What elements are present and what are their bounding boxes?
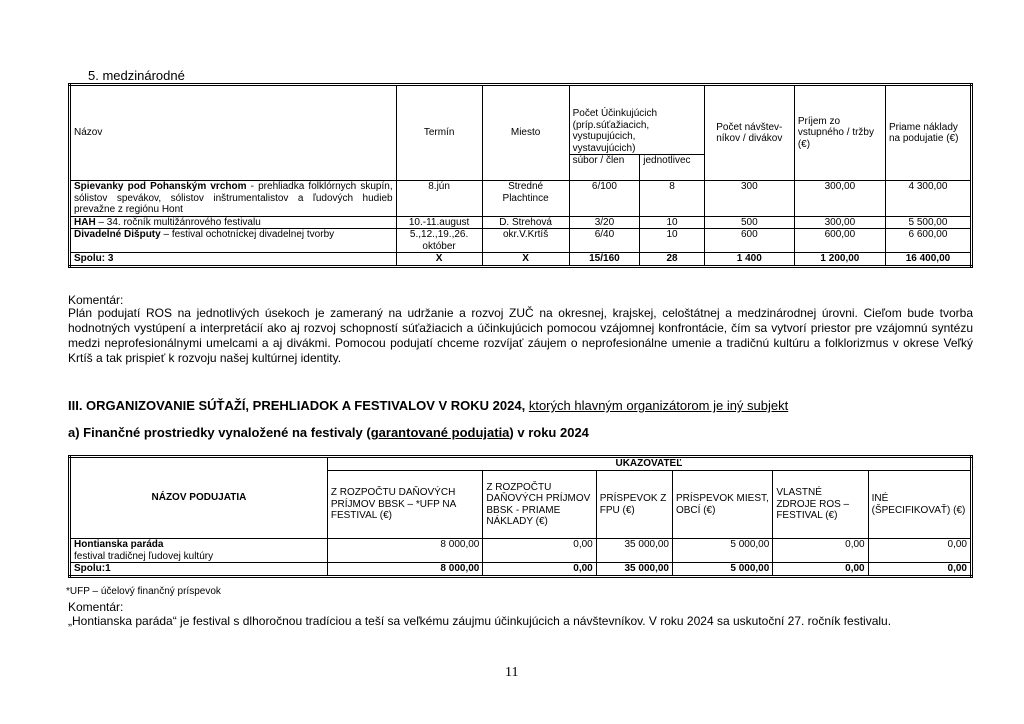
comment-label: Komentár: — [68, 600, 124, 614]
header-naklady: Priame náklady na podujatie (€) — [885, 85, 971, 181]
cell-subor: 3/20 — [569, 216, 640, 229]
cell-miesto: D. Strehová — [482, 216, 569, 229]
section-a-heading — [68, 425, 589, 440]
header-miesto: Miesto — [482, 85, 569, 181]
cell-prijem: 600,00 — [794, 229, 885, 253]
header-col6: INÉ (ŠPECIFIKOVAŤ) (€) — [868, 471, 971, 539]
event-name: Divadelné Dišputy — [74, 229, 161, 240]
cell-v6: 0,00 — [868, 539, 971, 563]
cell-jednotlivec: 10 — [640, 229, 705, 253]
event-desc: - prehliadka folklórnych skupín, sólistov spevákov, sólistov inštrumentalistov a ľudových hudieb prevažne z regiónu Hont — [74, 181, 393, 215]
total-v5: 0,00 — [773, 563, 868, 577]
cell-jednotlivec: 10 — [640, 216, 705, 229]
section-3-title: III. ORGANIZOVANIE SÚŤAŽÍ, PREHLIADOK A FESTIVALOV V ROKU 2024, — [68, 398, 526, 413]
event-name: Spievanky pod Pohanským vrchom — [74, 181, 247, 192]
total-v2: 0,00 — [483, 563, 596, 577]
cell-miesto: Stredné Plachtince — [482, 181, 569, 217]
cell-v2: 0,00 — [483, 539, 596, 563]
cell-prijem: 300,00 — [794, 216, 885, 229]
section-5-heading: 5. medzinárodné — [88, 68, 185, 83]
event-desc: – 34. ročník multižánrového festivalu — [95, 216, 261, 228]
total-label: Spolu:1 — [70, 563, 328, 577]
table-row — [70, 216, 972, 229]
event-name: Hontianska paráda — [74, 539, 164, 550]
cell-prijem: 300,00 — [794, 181, 885, 217]
header-col4: PRÍSPEVOK MIEST, OBCÍ (€) — [672, 471, 772, 539]
cell-subor: 6/40 — [569, 229, 640, 253]
comment-label: Komentár: — [68, 293, 124, 307]
section-a-prefix: a) Finančné prostriedky vynaložené na festivaly ( — [68, 425, 371, 440]
cell-naklady: 5 500,00 — [885, 216, 971, 229]
section-a-suffix: ) v roku 2024 — [509, 425, 589, 440]
section-3-heading — [68, 398, 788, 413]
cell-v3: 35 000,00 — [596, 539, 672, 563]
total-row — [70, 563, 972, 577]
total-v1: 8 000,00 — [327, 563, 483, 577]
header-pocet: Počet Účinkujúcich (príp.súťažiacich, vystupujúcich, vystavujúcich) — [569, 85, 704, 155]
cell-naklady: 6 600,00 — [885, 229, 971, 253]
header-col2: Z ROZPOČTU DAŇOVÝCH PRÍJMOV BBSK - PRIAME NÁKLADY (€) — [483, 471, 596, 539]
table-row — [70, 181, 972, 217]
header-ukazovatel: UKAZOVATEĽ — [327, 457, 971, 471]
cell-jednotlivec: 8 — [640, 181, 705, 217]
table-row — [70, 229, 972, 253]
footnote: *UFP – účelový finančný príspevok — [66, 586, 221, 597]
header-jednotlivec: jednotlivec — [640, 155, 705, 181]
total-jednotlivec: 28 — [640, 253, 705, 267]
section-a-underlined: garantované podujatia — [370, 425, 510, 440]
table-row — [70, 539, 972, 563]
header-subor: súbor / člen — [569, 155, 640, 181]
cell-termin: 10.-11.august — [396, 216, 482, 229]
event-desc: – festival ochotníckej divadelnej tvorby — [160, 229, 335, 240]
total-termin: X — [396, 253, 482, 267]
header-col1: Z ROZPOČTU DAŇOVÝCH PRÍJMOV BBSK – *UFP NA FESTIVAL (€) — [327, 471, 483, 539]
header-nazov-podujatia: NÁZOV PODUJATIA — [70, 457, 328, 539]
festival-finance-table — [68, 455, 973, 578]
comment-text: Plán podujatí ROS na jednotlivých úsekoch je zameraný na udržanie a rozvoj ZUČ na okresnej, krajskej, celoštátnej a medzinárodnej úrovni. Cieľom bude tvorba hodnotných vystúpení a interpretácií ako aj rozvoj schopností súťažiacich a účinkujúcich pomocou vzájomnej konfrontácie, čím sa vytvorí priestor pre vzájomnú syntézu medzi neprofesionálnymi umelcami a aj divákmi. Pomocou podujatí chceme rozvíjať záujem o neprofesionálne umenie a tradičnú kultúru a folklorizmus v okrese Veľký Krtíš a tak prispieť k rozvoju našej kultúrnej identity. — [68, 306, 973, 365]
total-navstevnikov: 1 400 — [704, 253, 794, 267]
cell-naklady: 4 300,00 — [885, 181, 971, 217]
cell-navstevnikov: 500 — [704, 216, 794, 229]
header-nazov: Názov — [70, 85, 397, 181]
total-label: Spolu: 3 — [70, 253, 397, 267]
total-v6: 0,00 — [868, 563, 971, 577]
cell-termin: 8.jún — [396, 181, 482, 217]
cell-v1: 8 000,00 — [327, 539, 483, 563]
total-v4: 5 000,00 — [672, 563, 772, 577]
cell-navstevnikov: 600 — [704, 229, 794, 253]
comment-text: „Hontianska paráda“ je festival s dlhoročnou tradíciou a teší sa veľkému záujmu účinkujúcich a návštevníkov. V roku 2024 sa uskutoční 27. ročník festivalu. — [68, 614, 892, 628]
header-termin: Termín — [396, 85, 482, 181]
cell-v4: 5 000,00 — [672, 539, 772, 563]
cell-miesto: okr.V.Krtíš — [482, 229, 569, 253]
international-events-table — [68, 83, 973, 268]
cell-navstevnikov: 300 — [704, 181, 794, 217]
header-col3: PRÍSPEVOK Z FPU (€) — [596, 471, 672, 539]
total-miesto: X — [482, 253, 569, 267]
total-row — [70, 253, 972, 267]
header-navstevnikov: Počet návštev-níkov / divákov — [704, 85, 794, 181]
cell-subor: 6/100 — [569, 181, 640, 217]
header-prijem: Príjem zo vstupného / tržby (€) — [794, 85, 885, 181]
total-subor: 15/160 — [569, 253, 640, 267]
event-desc: festival tradičnej ľudovej kultúry — [74, 550, 214, 562]
cell-v5: 0,00 — [773, 539, 868, 563]
event-name: HAH — [74, 216, 96, 228]
total-v3: 35 000,00 — [596, 563, 672, 577]
header-col5: VLASTNÉ ZDROJE ROS – FESTIVAL (€) — [773, 471, 868, 539]
total-naklady: 16 400,00 — [885, 253, 971, 267]
section-3-subtitle: ktorých hlavným organizátorom je iný subjekt — [528, 398, 789, 413]
total-prijem: 1 200,00 — [794, 253, 885, 267]
page-number: 11 — [505, 665, 519, 680]
cell-termin: 5.,12.,19.,26. október — [396, 229, 482, 253]
